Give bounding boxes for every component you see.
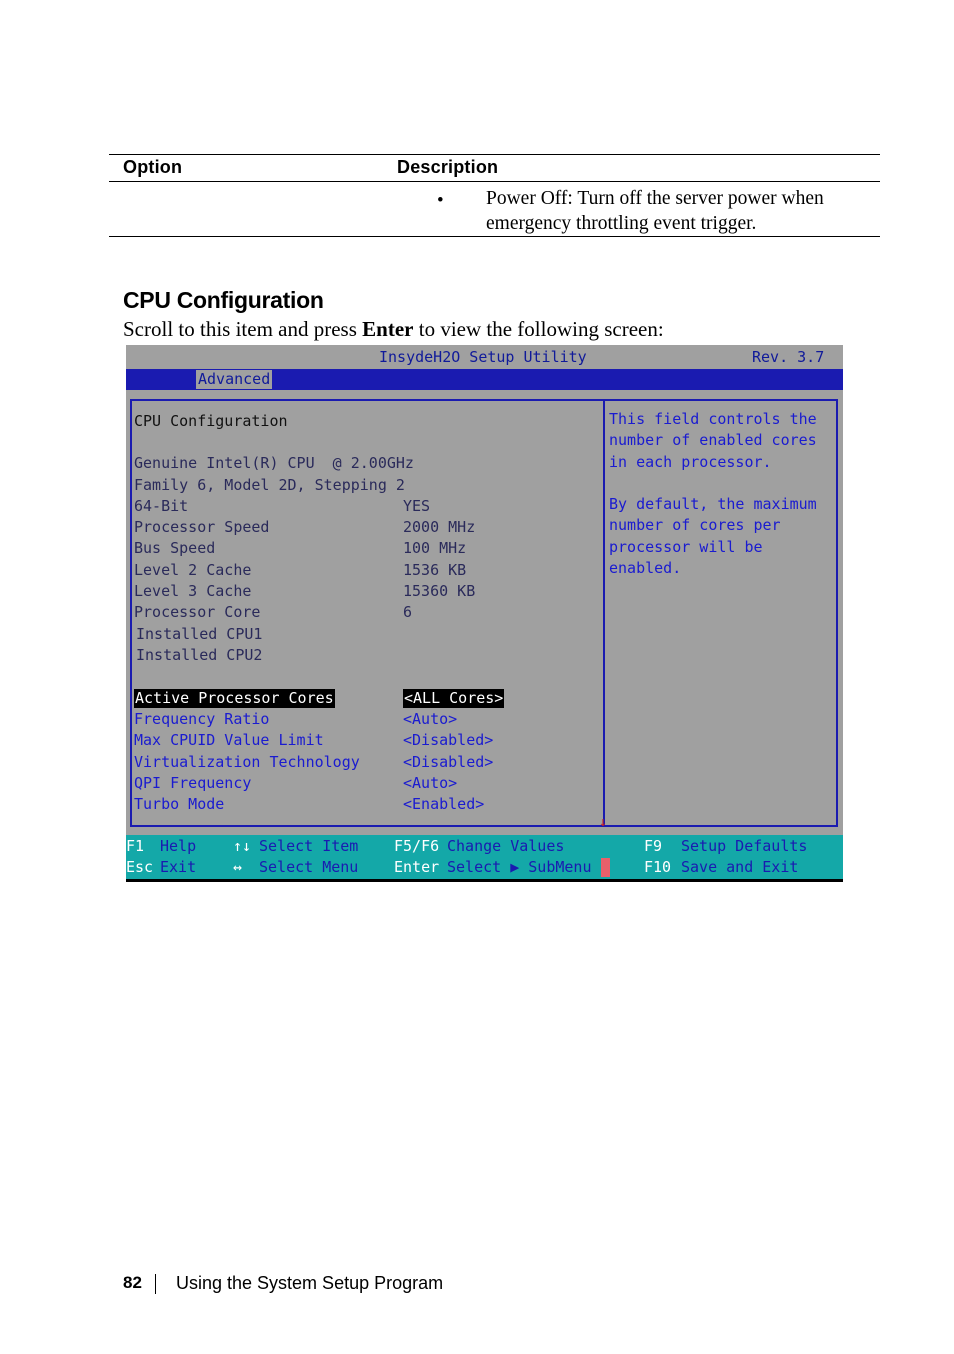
key-f10-desc (681, 857, 798, 878)
key-f5f6-label: F5/F6 (394, 837, 440, 855)
bios-menu-bar (126, 369, 843, 390)
bios-key-bar (126, 835, 843, 879)
info-label: Processor Speed (134, 518, 270, 536)
key-f9-description: Setup Defaults (681, 837, 808, 855)
key-leftright-desc (259, 857, 358, 878)
info-value: YES (403, 497, 431, 515)
setting-value-frequency-ratio[interactable]: <Auto> (403, 710, 458, 728)
setting-active-processor-cores[interactable]: Active Processor Cores (135, 689, 334, 707)
info-label: Processor Core (134, 603, 261, 621)
setting-value-turbo-mode[interactable]: <Enabled> (403, 795, 485, 813)
info-value: 2000 MHz (403, 518, 476, 536)
key-f1 (126, 836, 144, 857)
key-enter-desc (447, 857, 592, 878)
leftright-arrows-icon: ↔ (233, 858, 243, 876)
footer-separator (155, 1274, 156, 1294)
key-f9-label: F9 (644, 837, 663, 855)
key-f10 (644, 857, 671, 878)
key-f9 (644, 836, 662, 857)
help-text: This field controls the number of enabled cores in each processor. By default, the maximum number of cores per processor will be enabled. (609, 410, 817, 578)
info-value: 1536 KB (403, 561, 467, 579)
bullet-icon: • (437, 190, 444, 211)
info-label: Level 2 Cache (134, 561, 252, 579)
table-row (109, 182, 880, 237)
key-esc (126, 857, 153, 878)
bios-revision: Rev. 3.7 (752, 348, 825, 366)
key-f9-desc (681, 836, 807, 857)
intro-text (123, 317, 664, 342)
key-enter (394, 857, 439, 878)
key-f10-label: F10 (644, 858, 672, 876)
bios-bottom-border (126, 879, 843, 882)
key-f5f6 (394, 836, 439, 857)
bios-title-bar (126, 345, 843, 369)
info-label: 64-Bit (134, 497, 189, 515)
setting-frequency-ratio[interactable]: Frequency Ratio (134, 710, 270, 728)
cpu-name: Genuine Intel(R) CPU @ 2.00GHz (134, 454, 414, 472)
scroll-down-arrow-icon: ↓ (599, 815, 607, 830)
key-f1-desc (160, 836, 196, 857)
key-f1-label: F1 (126, 837, 145, 855)
key-f1-description: Help (160, 837, 197, 855)
setting-turbo-mode[interactable]: Turbo Mode (134, 795, 225, 813)
info-value: 6 (403, 603, 413, 621)
info-label: Level 3 Cache (134, 582, 252, 600)
table-header (109, 154, 880, 182)
key-updown (233, 836, 251, 857)
page-number: 82 (123, 1273, 142, 1292)
intro-before: Scroll to this item and press (123, 317, 363, 341)
info-label: Installed CPU1 (136, 625, 263, 643)
running-title: Using the System Setup Program (176, 1273, 444, 1293)
bios-title: InsydeH2O Setup Utility (379, 348, 587, 366)
intro-after: to view the following screen: (413, 317, 664, 341)
key-esc-description: Exit (160, 858, 197, 876)
setting-value-qpi-frequency[interactable]: <Auto> (403, 774, 458, 792)
key-f10-description: Save and Exit (681, 858, 799, 876)
key-enter-description: Select ▶ SubMenu (447, 858, 592, 876)
panel-divider (603, 399, 605, 827)
key-esc-label: Esc (126, 858, 154, 876)
key-updown-desc (259, 836, 358, 857)
column-header-option: Option (123, 157, 183, 177)
key-enter-label: Enter (394, 858, 440, 876)
key-f5f6-desc (447, 836, 564, 857)
info-value: 100 MHz (403, 539, 467, 557)
setting-value-max-cpuid-value-limit[interactable]: <Disabled> (403, 731, 494, 749)
option-table (109, 154, 880, 237)
column-header-description: Description (397, 157, 499, 177)
text-cursor (601, 858, 610, 877)
info-label: Installed CPU2 (136, 646, 263, 664)
updown-arrows-icon: ↑↓ (233, 837, 252, 855)
key-f5f6-description: Change Values (447, 837, 565, 855)
intro-key: Enter (362, 317, 414, 341)
setting-qpi-frequency[interactable]: QPI Frequency (134, 774, 252, 792)
setting-value-virtualization-technology[interactable]: <Disabled> (403, 753, 494, 771)
section-title: CPU Configuration (123, 287, 324, 313)
info-value: 15360 KB (403, 582, 476, 600)
setting-virtualization-technology[interactable]: Virtualization Technology (134, 753, 360, 771)
description-text: Power Off: Turn off the server power when emergency throttling event trigger. (486, 188, 824, 234)
tab-advanced[interactable]: Advanced (198, 370, 271, 388)
setting-value-active-processor-cores[interactable]: <ALL Cores> (404, 689, 504, 707)
key-updown-description: Select Item (259, 837, 359, 855)
key-leftright-description: Select Menu (259, 858, 359, 876)
info-label: Bus Speed (134, 539, 216, 557)
cpu-family: Family 6, Model 2D, Stepping 2 (134, 476, 405, 494)
key-esc-desc (160, 857, 196, 878)
bios-page-heading: CPU Configuration (134, 412, 288, 430)
key-leftright (233, 857, 242, 878)
bios-screen (126, 345, 843, 882)
setting-max-cpuid-value-limit[interactable]: Max CPUID Value Limit (134, 731, 324, 749)
